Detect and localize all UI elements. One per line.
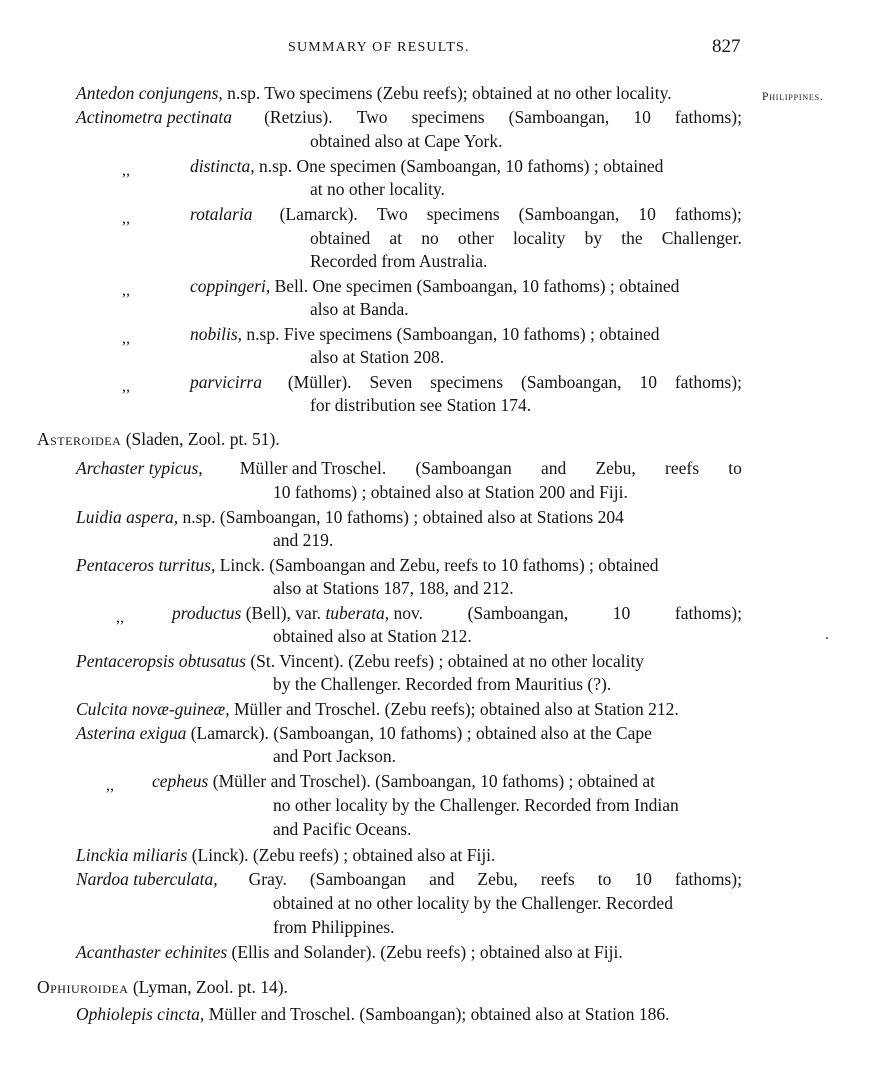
group-name: Asteroidea <box>37 429 122 449</box>
entry-continuation: no other locality by the Challenger. Recorded from Indian <box>273 795 679 815</box>
group-name: Ophiuroidea <box>37 977 129 997</box>
entry-actinometra-distincta: distincta, n.sp. One specimen (Samboangan, 10 fathoms) ; obtained <box>190 156 664 176</box>
entry-actinometra-rotalaria: rotalaria (Lamarck). Two specimens (Samboangan, 10 fathoms); <box>190 204 742 224</box>
entry-continuation: obtained also at Station 212. <box>273 626 472 646</box>
group-reference: (Sladen, Zool. pt. 51). <box>125 429 280 449</box>
entry-text: n.sp. Two specimens (Zebu reefs); obtained at no other locality. <box>227 83 672 103</box>
species-name: productus <box>172 603 242 623</box>
entry-nardoa-tuberculata: Nardoa tuberculata, Gray. (Samboangan and Zebu, reefs to 10 fathoms); <box>76 869 742 889</box>
entry-asterina-exigua: Asterina exigua (Lamarck). (Samboangan, 10 fathoms) ; obtained also at the Cape <box>76 723 652 743</box>
page-number: 827 <box>712 36 741 57</box>
species-name: Luidia aspera, <box>76 507 179 527</box>
variety-name: tuberata, <box>325 603 390 623</box>
section-heading-asteroidea <box>37 428 280 450</box>
entry-archaster-typicus: Archaster typicus, Müller and Troschel. (Samboangan and Zebu, reefs to <box>76 458 742 478</box>
entry-pentaceropsis-obtusatus: Pentaceropsis obtusatus (St. Vincent). (Zebu reefs) ; obtained at no other locality <box>76 651 645 671</box>
running-header-title: SUMMARY OF RESULTS. <box>288 40 470 55</box>
entry-linckia-miliaris: Linckia miliaris (Linck). (Zebu reefs) ; obtained also at Fiji. <box>76 845 496 865</box>
species-name: Asterina exigua <box>76 723 187 743</box>
entry-continuation: and Port Jackson. <box>273 746 396 766</box>
margin-note-region: Philippines. <box>762 91 824 103</box>
entry-luidia-aspera: Luidia aspera, n.sp. (Samboangan, 10 fathoms) ; obtained also at Stations 204 <box>76 507 624 527</box>
section-heading-ophiuroidea <box>37 976 288 998</box>
species-name: cepheus <box>152 771 209 791</box>
species-name: parvicirra <box>190 372 262 392</box>
ditto-mark: ,, <box>122 210 130 227</box>
entry-continuation: obtained at no other locality by the Challenger. Recorded <box>273 893 673 913</box>
ditto-mark: ,, <box>116 609 124 626</box>
species-name: distincta, <box>190 156 255 176</box>
species-name: Archaster typicus, <box>76 458 203 478</box>
ditto-mark: ,, <box>122 282 130 299</box>
ditto-mark: ,, <box>106 777 114 794</box>
species-name: Culcita novæ-guineæ, <box>76 699 230 719</box>
entry-continuation: at no other locality. <box>310 179 445 199</box>
entry-actinometra-parvicirra: parvicirra (Müller). Seven specimens (Samboangan, 10 fathoms); <box>190 372 742 392</box>
entry-continuation: from Philippines. <box>273 917 395 937</box>
species-name: Pentaceropsis obtusatus <box>76 651 246 671</box>
entry-pentaceros-turritus: Pentaceros turritus, Linck. (Samboangan and Zebu, reefs to 10 fathoms) ; obtained <box>76 555 659 575</box>
species-name: Nardoa tuberculata, <box>76 869 218 889</box>
species-name: rotalaria <box>190 204 253 224</box>
species-name: Ophiolepis cincta, <box>76 1004 205 1024</box>
entry-continuation: obtained also at Cape York. <box>310 131 503 151</box>
entry-continuation: 10 fathoms) ; obtained also at Station 200 and Fiji. <box>273 482 628 502</box>
species-name: Actinometra pectinata <box>76 107 233 127</box>
entry-continuation: and Pacific Oceans. <box>273 819 412 839</box>
species-name: Antedon conjungens, <box>76 83 223 103</box>
entry-continuation: also at Station 208. <box>310 347 445 367</box>
entry-continuation: by the Challenger. Recorded from Mauritius (?). <box>273 674 612 694</box>
stray-mark <box>826 637 828 639</box>
species-name: Linckia miliaris <box>76 845 188 865</box>
entry-antedon-conjungens <box>76 82 672 104</box>
entry-asterina-cepheus: cepheus (Müller and Troschel). (Samboangan, 10 fathoms) ; obtained at <box>152 771 656 791</box>
entry-actinometra-coppingeri: coppingeri, Bell. One specimen (Samboangan, 10 fathoms) ; obtained <box>190 276 680 296</box>
entry-pentaceros-productus: productus (Bell), var. tuberata, nov. (Samboangan, 10 fathoms); <box>172 603 742 623</box>
entry-actinometra-nobilis: nobilis, n.sp. Five specimens (Samboangan, 10 fathoms) ; obtained <box>190 324 660 344</box>
ditto-mark: ,, <box>122 330 130 347</box>
ditto-mark: ,, <box>122 378 130 395</box>
entry-continuation: also at Stations 187, 188, and 212. <box>273 578 514 598</box>
entry-continuation: also at Banda. <box>310 299 409 319</box>
species-name: nobilis, <box>190 324 243 344</box>
species-name: coppingeri, <box>190 276 271 296</box>
entry-acanthaster-echinites: Acanthaster echinites (Ellis and Solander). (Zebu reefs) ; obtained also at Fiji. <box>76 942 623 962</box>
entry-culcita-novaeguineae: Culcita novæ-guineæ, Müller and Troschel. (Zebu reefs); obtained also at Station 212. <box>76 699 679 719</box>
entry-continuation: Recorded from Australia. <box>310 251 488 271</box>
entry-ophiolepis-cincta: Ophiolepis cincta, Müller and Troschel. (Samboangan); obtained also at Station 186. <box>76 1004 670 1024</box>
entry-continuation: and 219. <box>273 530 334 550</box>
entry-continuation: obtained at no other locality by the Challenger. <box>310 228 742 248</box>
species-name: Acanthaster echinites <box>76 942 228 962</box>
entry-actinometra-pectinata <box>76 106 742 128</box>
entry-continuation: for distribution see Station 174. <box>310 395 532 415</box>
ditto-mark: ,, <box>122 162 130 179</box>
group-reference: (Lyman, Zool. pt. 14). <box>132 977 288 997</box>
species-name: Pentaceros turritus, <box>76 555 216 575</box>
entry-line: Actinometra pectinata (Retzius). Two specimens (Samboangan, 10 fathoms); <box>76 107 742 127</box>
